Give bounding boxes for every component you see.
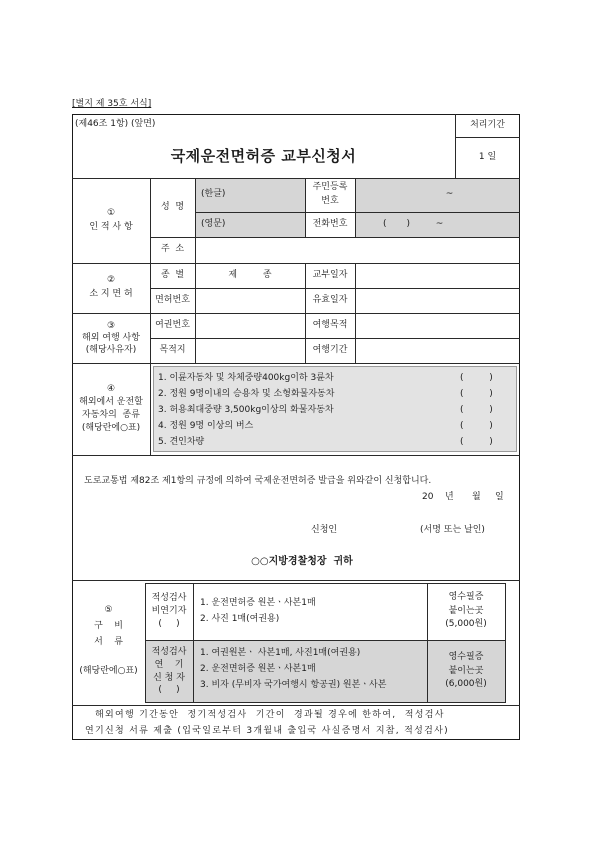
date-day-unit: 일 <box>495 492 504 502</box>
applicant-type-line: 적성검사 <box>151 647 187 658</box>
check-mark-field[interactable]: ( ) <box>460 405 493 415</box>
divider <box>72 580 520 581</box>
travel-purpose-field[interactable] <box>355 313 520 338</box>
resident-no-label-line: 번호 <box>321 196 339 206</box>
passport-no-label: 여권번호 <box>155 319 190 330</box>
check-mark-field[interactable]: ( ) <box>460 437 493 447</box>
check-mark-field[interactable]: ( ) <box>158 685 180 696</box>
license-no-field[interactable] <box>195 288 305 313</box>
english-name-hint: (영문) <box>201 218 226 229</box>
resident-no-label-line: 주민등록 <box>312 182 348 193</box>
destination-field[interactable] <box>195 338 305 363</box>
stamp-label: 영수필증 <box>448 651 484 662</box>
applicant-type-line: 연 기 <box>154 659 184 670</box>
issue-date-label: 교부일자 <box>312 269 348 280</box>
signature-hint: (서명 또는 날인) <box>420 525 485 535</box>
travel-period-field[interactable] <box>355 338 520 363</box>
date-month-unit: 월 <box>472 492 481 502</box>
stamp-label: 붙이는곳 <box>448 665 484 676</box>
applicant-type-line: 적성검사 <box>151 592 187 603</box>
section-title: 인 적 사 항 <box>89 221 133 232</box>
list-item: 2. 정원 9명이내의 승용차 및 소형화물자동차 <box>158 389 335 399</box>
applicant-type-line: 비연기자 <box>151 605 187 616</box>
section-subtitle: (해당사유자) <box>85 345 137 356</box>
declaration-statement: 도로교통법 제82조 제1항의 규정에 의하여 국제운전면허증 발급을 위와같이 신청합니다. <box>84 476 432 486</box>
stamp-label: 영수필증 <box>448 591 484 602</box>
list-item: 1. 이륜자동차 및 차체중량400kg이하 3륜차 <box>158 373 334 383</box>
stamp-label: 붙이는곳 <box>448 605 484 616</box>
license-no-label: 면허번호 <box>155 294 190 305</box>
license-type-field[interactable] <box>195 263 305 288</box>
check-mark-field[interactable]: ( ) <box>460 389 493 399</box>
section-number: ① <box>106 207 116 218</box>
travel-period-label: 여행기간 <box>312 344 348 355</box>
license-section-label <box>72 263 150 313</box>
divider <box>193 583 194 703</box>
date-year: 20 <box>422 492 434 502</box>
footer-note-line: 연기신청 서류 제출 (입국일로부터 3개월내 출입국 사실증명서 지참, 적성검사) <box>85 726 449 736</box>
processing-period-label: 처리기간 <box>470 119 505 130</box>
applicant-label: 신청인 <box>311 525 338 535</box>
vehicle-types-section-label <box>72 363 150 455</box>
destination-label: 목적지 <box>159 344 186 355</box>
date-year-unit: 년 <box>445 492 454 502</box>
check-mark-field[interactable]: ( ) <box>460 373 493 383</box>
list-item: 1. 운전면허증 원본ㆍ사본1매 <box>200 598 316 608</box>
fee-amount: (5,000원) <box>445 619 487 630</box>
section-number: ③ <box>106 320 116 331</box>
list-item: 3. 비자 (무비자 국가여행시 항공권) 원본ㆍ사본 <box>200 680 387 690</box>
footer-note-line: 해외여행 기간동안 정기적성검사 기간이 경과될 경우에 한하여, 적성검사 <box>95 710 445 720</box>
list-item: 5. 견인차량 <box>158 437 205 447</box>
section-title: 소 지 면 허 <box>89 289 133 299</box>
fee-amount: (6,000원) <box>445 679 487 690</box>
divider <box>72 705 520 706</box>
address-label: 주 소 <box>160 244 185 255</box>
name-label: 성 명 <box>160 201 185 212</box>
resident-no-label <box>305 178 355 212</box>
resident-no-field[interactable] <box>355 178 520 212</box>
english-name-field[interactable] <box>195 212 305 237</box>
list-item: 4. 정원 9명 이상의 버스 <box>158 421 254 431</box>
stamp-area <box>427 640 505 703</box>
section-note: (해당란에○표) <box>79 666 138 677</box>
applicant-type-cell <box>145 583 193 640</box>
section-title: 구 비 <box>94 621 123 632</box>
korean-name-hint: (한글) <box>201 189 226 200</box>
travel-purpose-label: 여행목적 <box>312 319 348 330</box>
passport-no-field[interactable] <box>195 313 305 338</box>
expiry-date-field[interactable] <box>355 288 520 313</box>
section-number: ⑤ <box>104 605 113 616</box>
form-code: [별지 제 35호 서식] <box>72 99 152 109</box>
phone-format-hint: ( ) ~ <box>383 218 444 229</box>
check-mark-field[interactable]: ( ) <box>158 619 180 630</box>
section-title: 해외에서 운전할 <box>79 396 143 407</box>
list-item: 2. 사진 1매(여권용) <box>200 614 280 624</box>
section-note: (해당란에○표) <box>81 423 141 434</box>
travel-section-label <box>72 313 150 363</box>
addressee: ○○지방경찰청장 귀하 <box>251 556 353 568</box>
form-title: 국제운전면허증 교부신청서 <box>170 147 357 166</box>
section-number: ② <box>106 275 116 286</box>
list-item: 2. 운전면허증 원본ㆍ사본1매 <box>200 664 316 674</box>
check-mark-field[interactable]: ( ) <box>460 421 493 431</box>
applicant-type-line: 신 청 자 <box>153 672 185 683</box>
address-field[interactable] <box>195 237 520 263</box>
license-type-label: 종 별 <box>160 269 185 280</box>
list-item: 1. 여권원본ㆍ 사본1매, 사진1매(여권용) <box>200 648 361 658</box>
expiry-date-label: 유효일자 <box>312 294 348 305</box>
processing-period-value: 1 일 <box>478 151 497 162</box>
section-title: 자동차의 종류 <box>82 410 140 420</box>
phone-label: 전화번호 <box>312 218 348 229</box>
section-number: ④ <box>106 383 116 394</box>
article-reference: (제46조 1항) (앞면) <box>75 119 156 129</box>
section-title: 서 류 <box>94 637 123 648</box>
phone-field[interactable] <box>355 212 520 237</box>
issue-date-field[interactable] <box>355 263 520 288</box>
personal-info-section-label <box>72 178 150 263</box>
section-title: 해외 여행 사항 <box>82 332 140 343</box>
license-type-hint: 제 종 <box>228 269 272 280</box>
applicant-type-cell <box>145 640 193 703</box>
stamp-area <box>427 583 505 640</box>
divider <box>72 455 520 456</box>
list-item: 3. 허용최대중량 3,500kg이상의 화물자동차 <box>158 405 334 415</box>
korean-name-field[interactable] <box>195 178 305 212</box>
resident-no-separator: ~ <box>445 189 454 200</box>
